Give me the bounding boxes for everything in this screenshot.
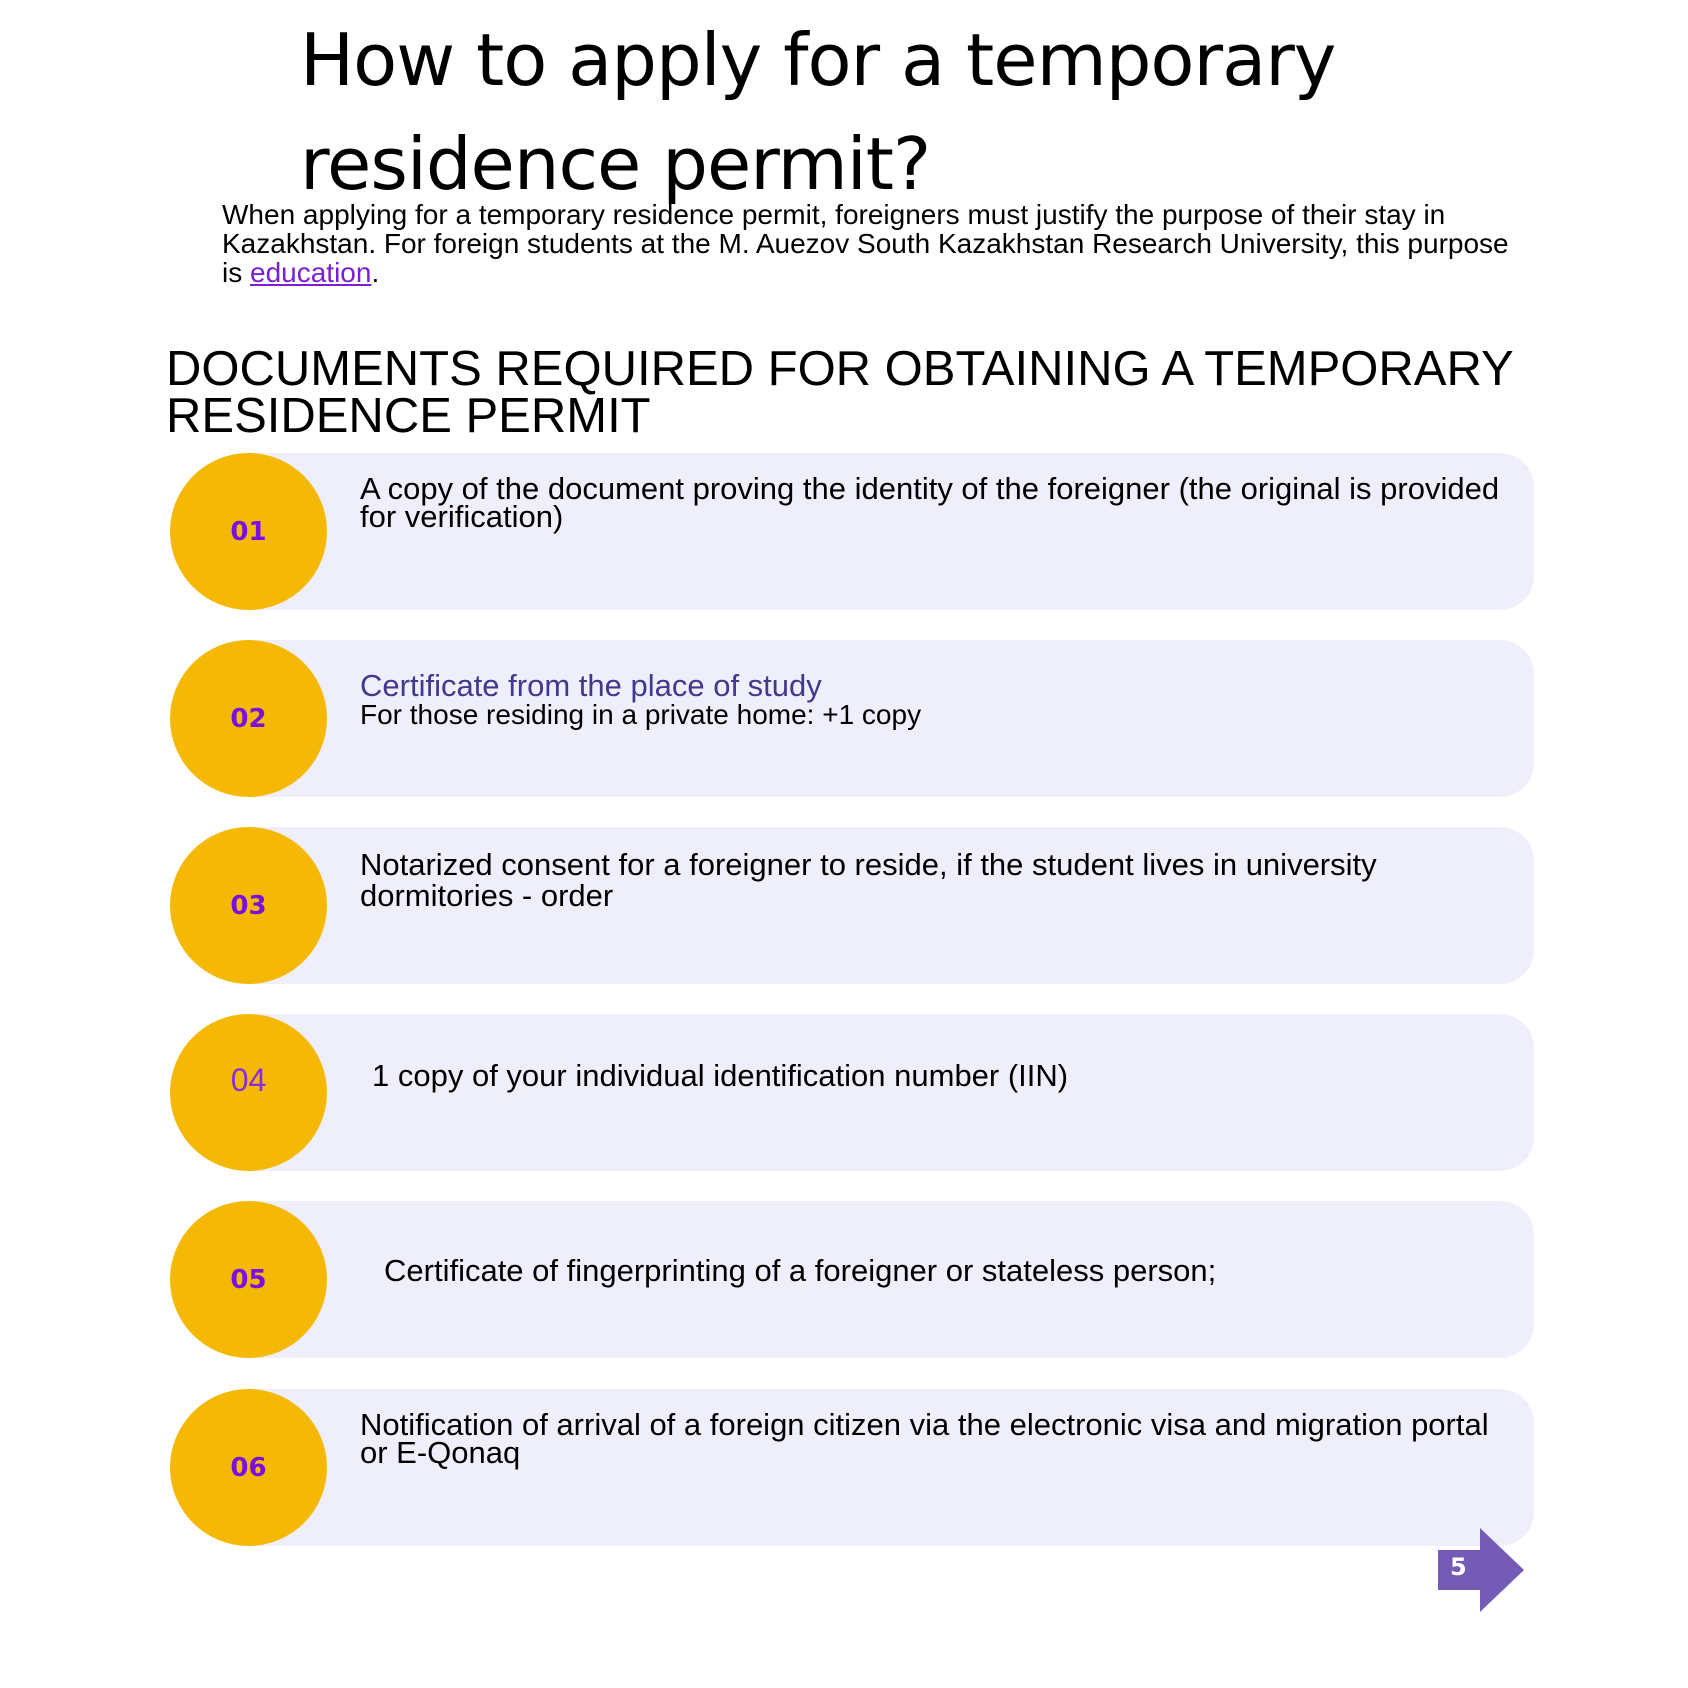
- number-badge: [170, 1389, 327, 1546]
- item-number: 06: [230, 1452, 267, 1483]
- document-text-block: [360, 668, 1500, 730]
- document-card: [250, 640, 1534, 797]
- education-link[interactable]: education: [250, 257, 372, 288]
- intro-text-end: .: [371, 257, 380, 288]
- page-title: How to apply for a temporary residence permit?: [300, 18, 1336, 206]
- item-number: 02: [230, 703, 267, 734]
- document-text: Certificate of fingerprinting of a foreigner or stateless person;: [384, 1253, 1217, 1288]
- document-text: 1 copy of your individual identification number (IIN): [372, 1058, 1069, 1093]
- number-badge: [170, 453, 327, 610]
- document-card: [250, 1014, 1534, 1171]
- item-number: 01: [230, 516, 267, 547]
- intro-paragraph: [222, 200, 1522, 287]
- document-text: A copy of the document proving the identity of the foreigner (the original is provided for verification): [360, 471, 1500, 534]
- item-number: 04: [230, 1062, 267, 1098]
- document-card: [250, 1389, 1534, 1546]
- intro-text: When applying for a temporary residence permit, foreigners must justify the purpose of their stay in Kazakhstan. For foreign students at the M. Auezov South Kazakhstan Research University, this purpose is: [222, 199, 1509, 288]
- number-badge: [170, 827, 327, 984]
- document-title: Certificate from the place of study: [360, 668, 822, 703]
- document-card: [250, 1201, 1534, 1358]
- number-badge: [170, 1201, 327, 1358]
- document-text: Notarized consent for a foreigner to reside, if the student lives in university dormitories - order: [360, 847, 1377, 913]
- documents-heading: DOCUMENTS REQUIRED FOR OBTAINING A TEMPORARY RESIDENCE PERMIT: [166, 342, 1513, 443]
- number-badge: [170, 640, 327, 797]
- document-text: Notification of arrival of a foreign citizen via the electronic visa and migration portal or E-Qonaq: [360, 1407, 1489, 1470]
- document-card: [250, 827, 1534, 984]
- item-number: 03: [230, 890, 267, 921]
- item-number: 05: [230, 1264, 267, 1295]
- number-badge: [170, 1014, 327, 1171]
- document-card: [250, 453, 1534, 610]
- page-number: 5: [1450, 1553, 1467, 1581]
- document-text: For those residing in a private home: +1 copy: [360, 699, 922, 730]
